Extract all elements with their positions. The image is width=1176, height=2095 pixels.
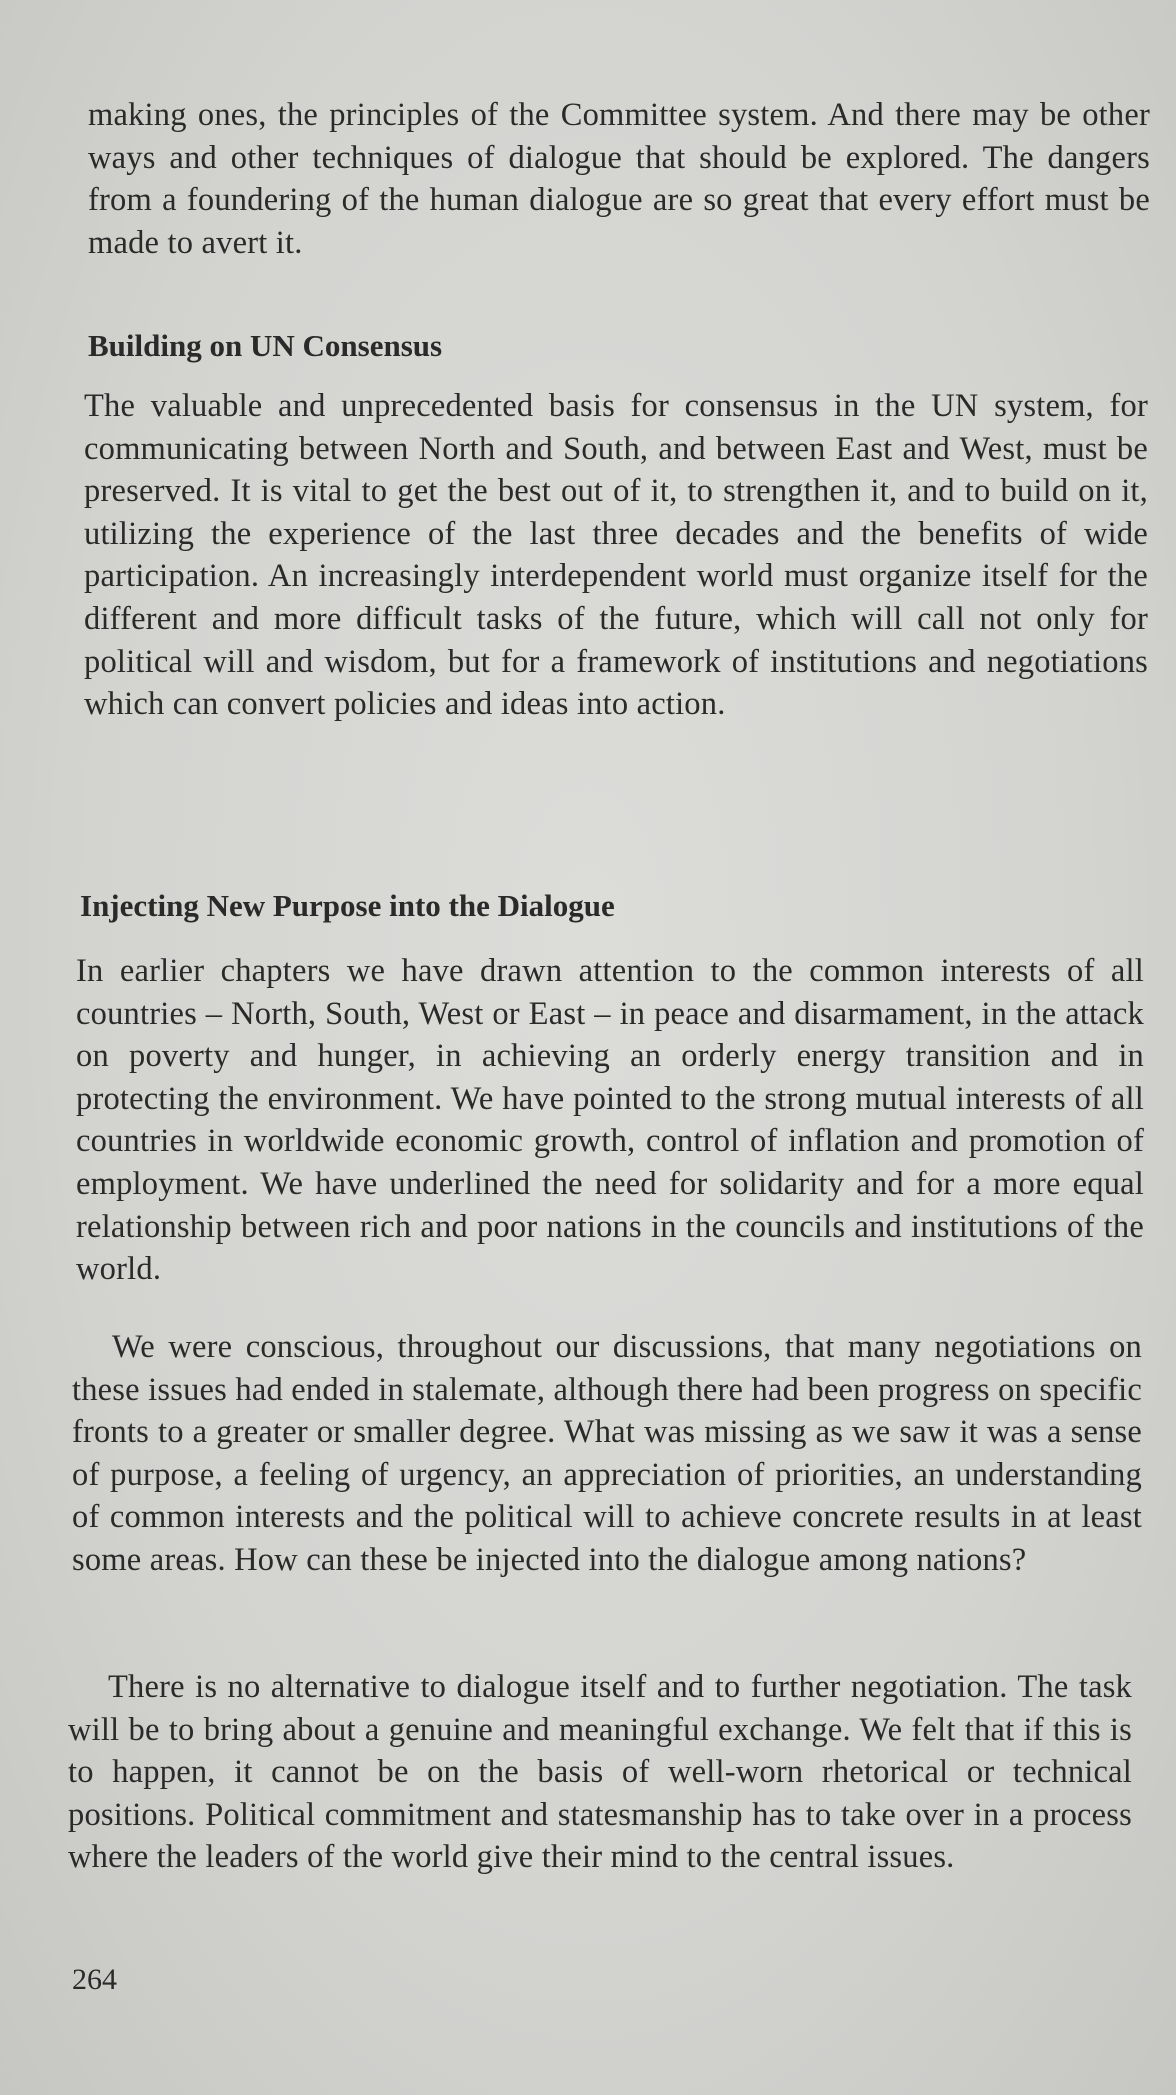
new-purpose-paragraph-1: In earlier chapters we have drawn attention to the common interests of all countries – North, South, West or East – in peace and disarmament, in the attack on poverty and hunger, in achieving an orderly energy transition and in protecting the environment. We have pointed to the strong mutual interests of all countries in worldwide economic growth, control of inflation and promotion of employment. We have underlined the need for solidarity and for a more equal relationship between rich and poor nations in the councils and institutions of the world. — [76, 953, 1144, 1288]
section-heading-un-consensus: Building on UN Consensus — [88, 328, 443, 363]
new-purpose-paragraph-3: There is no alternative to dialogue itself and to further negotiation. The task will be to bring about a genuine and meaningful exchange. We felt that if this is to happen, it cannot be on the basis of well-worn rhetorical or technical positions. Political commitment and statesmanship has to take over in a process where the leaders of the world give their mind to the central issues. — [68, 1669, 1132, 1876]
new-purpose-paragraph-2: We were conscious, throughout our discussions, that many negotiations on these issues had ended in stalemate, although there had been progress on specific fronts to a greater or smaller degree. What was missing as we saw it was a sense of purpose, a feeling of urgency, an appreciation of priorities, an understanding of common interests and the political will to achieve concrete results in at least some areas. How can these be injected into the dialogue among nations? — [72, 1329, 1142, 1578]
opening-paragraph: making ones, the principles of the Committee system. And there may be other ways and other techniques of dialogue that should be explored. The dangers from a foundering of the human dialogue are so great that every effort must be made to avert it. — [88, 97, 1150, 261]
section-heading-new-purpose: Injecting New Purpose into the Dialogue — [80, 888, 615, 923]
un-consensus-paragraph: The valuable and unprecedented basis for consensus in the UN system, for communicating between North and South, and between East and West, must be preserved. It is vital to get the best out of it, to strengthen it, and to build on it, utilizing the experience of the last three decades and the benefits of wide participation. An increasingly interdependent world must organize itself for the different and more difficult tasks of the future, which will call not only for political will and wisdom, but for a framework of institutions and negotiations which can convert policies and ideas into action. — [84, 388, 1148, 723]
page-number: 264 — [72, 1963, 117, 1996]
